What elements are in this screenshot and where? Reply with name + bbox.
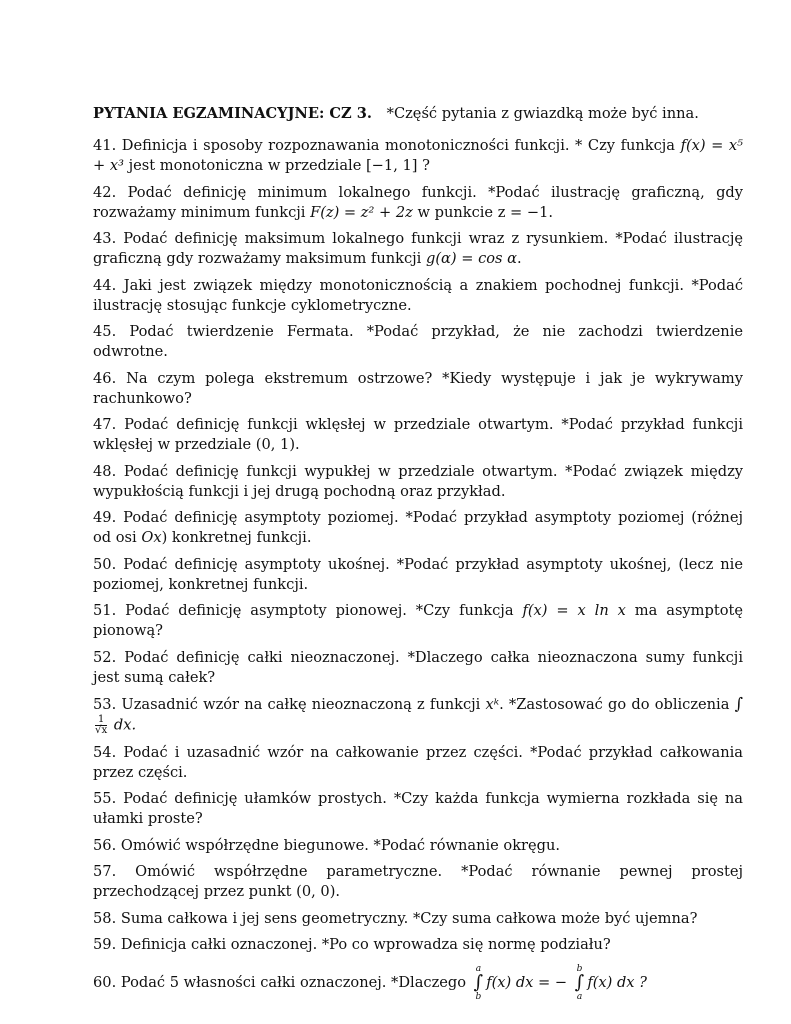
- question-number: 44.: [93, 276, 117, 294]
- upper-limit: b: [576, 964, 583, 975]
- question-tail: .: [517, 250, 522, 267]
- question-text: Podać definicję minimum lokalnego funkcji. *Podać ilustrację graficzną, gdy rozważamy minimum funkcji: [93, 183, 744, 221]
- integrand: f(x) dx = −: [486, 974, 568, 992]
- definite-integral-right: [575, 965, 585, 1001]
- definite-integral-left: [474, 965, 484, 1001]
- question-number: 57.: [93, 863, 117, 881]
- formula: xᵏ: [485, 696, 500, 713]
- integral-sign-icon: ∫: [574, 972, 585, 994]
- question-text: Definicja całki oznaczonej. *Po co wprowadza się normę podziału?: [120, 936, 611, 954]
- question-49: [93, 508, 743, 548]
- question-text: Podać i uzasadnić wzór na całkowanie przez części. *Podać przykład całkowania przez części.: [93, 743, 743, 781]
- question-text: Omówić współrzędne biegunowe. *Podać równanie okręgu.: [120, 836, 561, 854]
- integral-sign-icon: ∫: [734, 694, 744, 713]
- question-text: Na czym polega ekstremum ostrzowe? *Kiedy występuje i jak je wykrywamy rachunkowo?: [93, 369, 744, 407]
- question-number: 60.: [93, 974, 117, 992]
- question-48: [93, 462, 743, 502]
- question-52: [93, 648, 743, 688]
- question-number: 41.: [93, 137, 117, 154]
- formula: Ox: [141, 529, 162, 546]
- question-41: [93, 136, 743, 176]
- question-text: Podać definicję funkcji wklęsłej w przedziale otwartym. *Podać przykład funkcji wklęsłej w przedziale (0, 1).: [93, 416, 744, 453]
- question-tail: ) konkretnej funkcji.: [161, 529, 312, 546]
- lower-limit: b: [475, 991, 482, 1002]
- question-55: [93, 789, 743, 829]
- question-51: [93, 601, 743, 641]
- question-58: [93, 909, 743, 929]
- fraction-denominator: √x: [95, 725, 108, 737]
- fraction-numerator: 1: [95, 715, 107, 726]
- heading-note: *Część pytania z gwiazdką może być inna.: [386, 105, 699, 122]
- question-number: 55.: [93, 790, 117, 808]
- question-text: Podać twierdzenie Fermata. *Podać przykład, że nie zachodzi twierdzenie odwrotne.: [93, 323, 743, 360]
- question-text: Podać definicję ułamków prostych. *Czy każda funkcja wymierna rozkłada się na ułamki proste?: [93, 790, 744, 828]
- question-text: Podać definicję całki nieoznaczonej. *Dlaczego całka nieoznaczona sumy funkcji jest sumą całek?: [93, 648, 744, 686]
- question-tail: jest monotoniczna w przedziale [−1, 1] ?: [128, 157, 430, 174]
- question-tail: w punkcie z = −1.: [417, 203, 554, 221]
- formula: f(x) = x ln x: [522, 602, 626, 619]
- question-text: Definicja i sposoby rozpoznawania monotoniczności funkcji. * Czy funkcja: [121, 137, 676, 154]
- question-text: Podać definicję asymptoty pionowej. *Czy funkcja: [125, 602, 514, 619]
- fraction: [95, 715, 107, 736]
- question-text: Podać definicję maksimum lokalnego funkcji wraz z rysunkiem. *Podać ilustrację graficzną gdy rozważamy maksimum funkcji: [93, 230, 743, 267]
- question-text: Podać 5 własności całki oznaczonej. *Dlaczego: [120, 974, 467, 992]
- question-text: Podać definicję asymptoty poziomej. *Podać przykład asymptoty poziomej (różnej od osi: [93, 509, 743, 546]
- question-text: Jaki jest związek między monotonicznością a znakiem pochodnej funkcji. *Podać ilustrację stosując funkcje cyklometryczne.: [93, 276, 744, 314]
- question-number: 50.: [93, 555, 117, 573]
- integral-tail: dx.: [113, 716, 137, 734]
- question-59: [93, 935, 743, 955]
- question-number: 48.: [93, 462, 117, 480]
- question-53: [93, 694, 743, 736]
- question-number: 47.: [93, 416, 117, 433]
- question-number: 46.: [93, 369, 117, 387]
- question-number: 45.: [93, 323, 117, 340]
- question-number: 51.: [93, 602, 117, 619]
- question-57: [93, 862, 743, 902]
- lower-limit: a: [576, 991, 583, 1002]
- question-50: [93, 555, 743, 595]
- integral-sign-icon: ∫: [473, 972, 484, 994]
- question-text: Podać definicję asymptoty ukośnej. *Podać przykład asymptoty ukośnej, (lecz nie poziomej, konkretnej funkcji.: [93, 555, 743, 593]
- document-content: [93, 104, 743, 1008]
- integrand: f(x) dx ?: [587, 974, 648, 992]
- question-number: 58.: [93, 909, 117, 927]
- page-title: PYTANIA EGZAMINACYJNE: CZ 3.: [93, 105, 373, 122]
- question-text: Podać definicję funkcji wypukłej w przedziale otwartym. *Podać związek między wypukłością funkcji i jej drugą pochodną oraz przykład.: [93, 462, 743, 500]
- question-number: 52.: [93, 648, 117, 666]
- question-number: 54.: [93, 743, 117, 761]
- question-number: 59.: [93, 936, 117, 954]
- question-42: [93, 183, 743, 223]
- question-54: [93, 743, 743, 783]
- question-number: 43.: [93, 230, 117, 247]
- question-47: [93, 415, 743, 455]
- question-text: Suma całkowa i jej sens geometryczny. *Czy suma całkowa może być ujemna?: [120, 909, 698, 927]
- formula: F(z) = z² + 2z: [310, 203, 413, 221]
- question-45: [93, 322, 743, 362]
- question-number: 42.: [93, 183, 117, 201]
- question-tail: . *Zastosować go do obliczenia: [499, 696, 730, 713]
- question-46: [93, 369, 743, 409]
- formula: f(x) = x⁵ + x³: [93, 137, 744, 174]
- question-56: [93, 836, 743, 856]
- question-number: 56.: [93, 836, 117, 854]
- question-text: Uzasadnić wzór na całkę nieoznaczoną z funkcji: [121, 696, 481, 713]
- page-heading: [93, 104, 743, 124]
- upper-limit: a: [475, 964, 482, 975]
- formula: g(α) = cos α: [425, 250, 518, 267]
- question-number: 53.: [93, 696, 117, 713]
- question-44: [93, 276, 743, 316]
- question-60: [93, 965, 743, 1001]
- question-tail: ma asymptotę pionową?: [93, 602, 744, 639]
- question-text: Omówić współrzędne parametryczne. *Podać równanie pewnej prostej przechodzącej przez punkt (0, 0).: [93, 863, 744, 901]
- question-number: 49.: [93, 509, 117, 526]
- question-43: [93, 229, 743, 269]
